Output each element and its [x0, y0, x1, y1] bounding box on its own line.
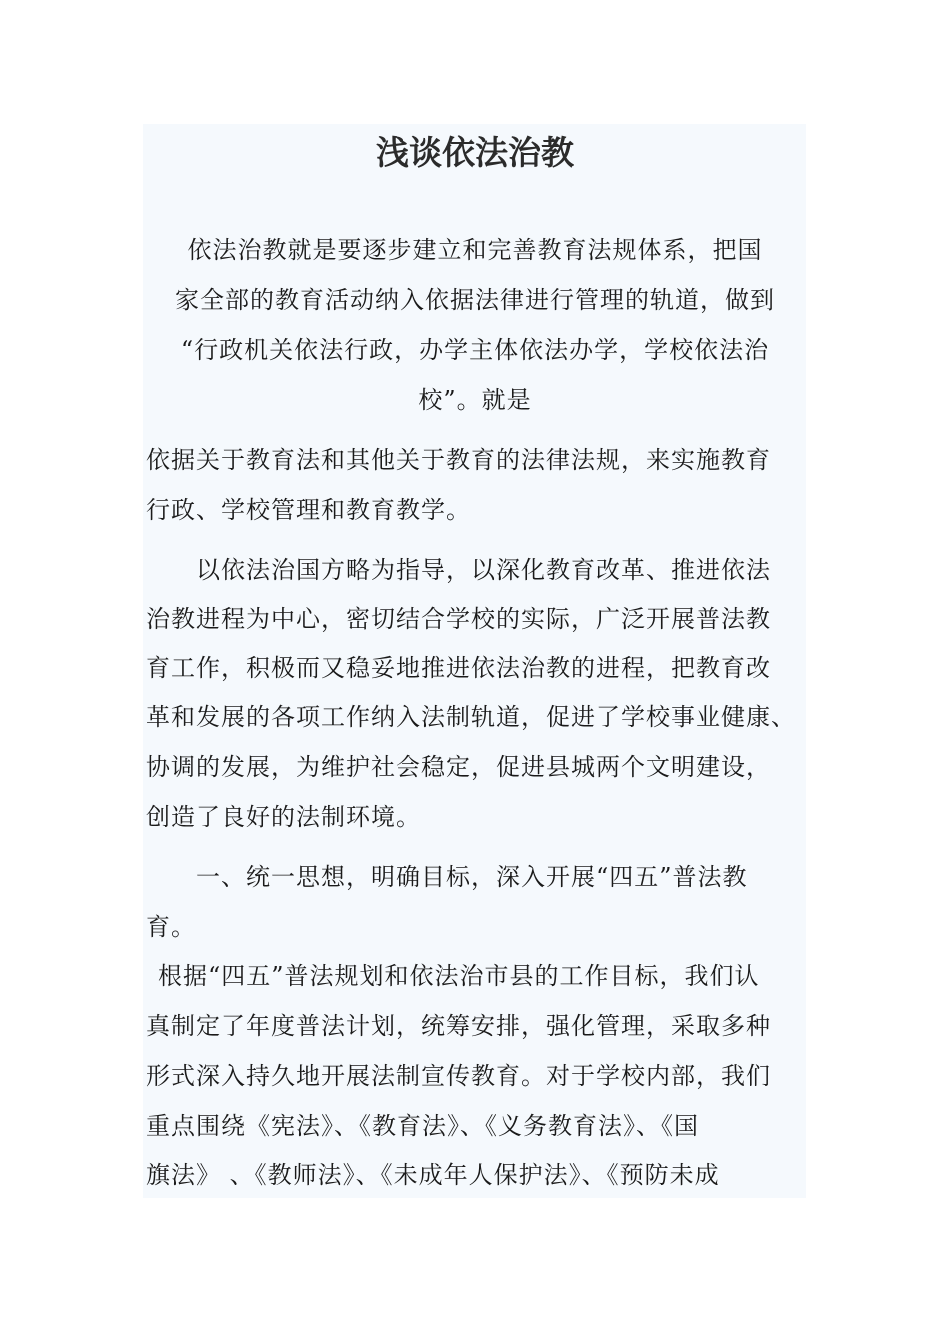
heading1-line-2: 育。 [146, 913, 196, 941]
para3-line-3: 形式深入持久地开展法制宣传教育。对于学校内部，我们 [146, 1062, 771, 1090]
para3-line-2: 真制定了年度普法计划，统筹安排，强化管理，采取多种 [146, 1012, 771, 1040]
para3-line-4: 重点围绕《宪法》、《教育法》、《义务教育法》、《国 [146, 1112, 699, 1140]
para3-line-1: 根据“四五”普法规划和依法治市县的工作目标，我们认 [158, 962, 760, 990]
para2-line-3: 育工作，积极而又稳妥地推进依法治教的进程，把教育改 [146, 654, 771, 682]
para2-line-5: 协调的发展，为维护社会稳定，促进县城两个文明建设， [146, 753, 771, 781]
para3-line-5: 旗法》 、《教师法》、《未成年人保护法》、《预防未成 [146, 1161, 720, 1189]
intro-line-1: 依法治教就是要逐步建立和完善教育法规体系，把国 [187, 236, 763, 264]
para1-line-2: 行政、学校管理和教育教学。 [146, 496, 471, 524]
document-title: 浅谈依法治教 [376, 133, 574, 172]
para2-line-4: 革和发展的各项工作纳入法制轨道，促进了学校事业健康、 [146, 703, 796, 731]
para1-line-1: 依据关于教育法和其他关于教育的法律法规，来实施教育 [146, 446, 771, 474]
para2-line-6: 创造了良好的法制环境。 [146, 803, 421, 831]
intro-line-3: “行政机关依法行政，办学主体依法办学，学校依法治 [180, 336, 770, 364]
para2-line-2: 治教进程为中心，密切结合学校的实际，广泛开展普法教 [146, 605, 771, 633]
para2-line-1: 以依法治国方略为指导，以深化教育改革、推进依法 [196, 556, 771, 584]
intro-line-2: 家全部的教育活动纳入依据法律进行管理的轨道，做到 [175, 286, 775, 314]
intro-line-4: 校”。就是 [418, 386, 532, 414]
heading1-line-1: 一、统一思想，明确目标，深入开展“四五”普法教 [196, 863, 748, 891]
